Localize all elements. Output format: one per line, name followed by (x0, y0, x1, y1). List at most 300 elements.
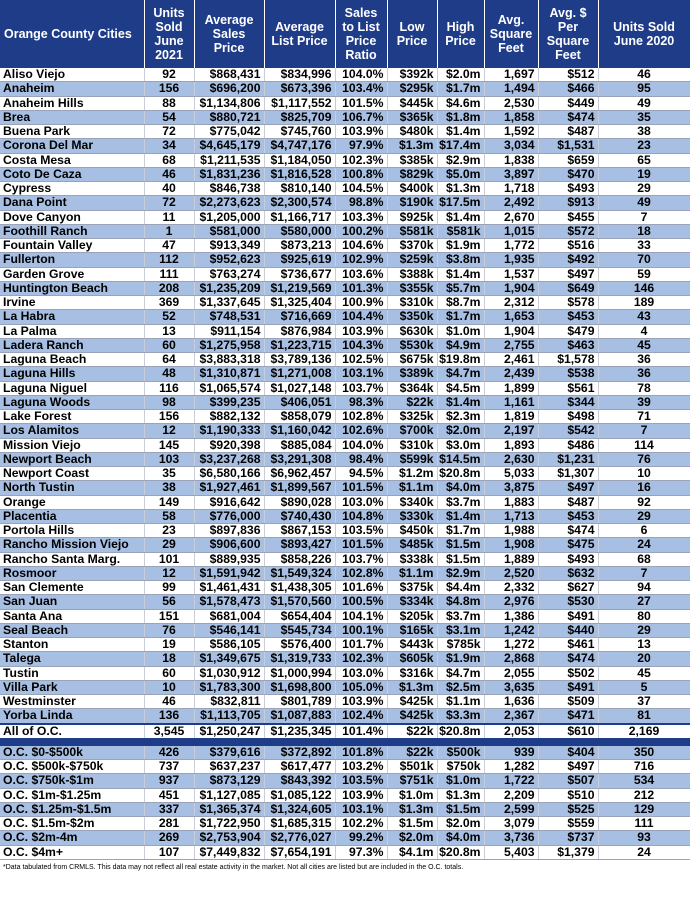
cell-price-per-sqft: $525 (538, 802, 598, 816)
cell-sales-list-ratio: 103.7% (335, 381, 387, 395)
cell-low-price: $325k (387, 410, 437, 424)
cell-avg-list-price: $1,570,560 (264, 595, 335, 609)
cell-avg-list-price: $7,654,191 (264, 845, 335, 859)
cell-low-price: $425k (387, 709, 437, 724)
cell-high-price: $1.4m (437, 267, 484, 281)
price-range-row (0, 817, 690, 831)
table-row (0, 324, 690, 338)
table-row (0, 296, 690, 310)
cell-high-price: $4.5m (437, 381, 484, 395)
cell-avg-sales-price: $696,200 (194, 82, 264, 96)
cell-price-per-sqft: $461 (538, 638, 598, 652)
cell-avg-list-price: $834,996 (264, 68, 335, 82)
cell-avg-sqft: 3,034 (484, 139, 538, 153)
cell-low-price: $425k (387, 695, 437, 709)
cell-high-price: $2.0m (437, 424, 484, 438)
cell-low-price: $22k (387, 746, 437, 760)
cell-avg-sales-price: $775,042 (194, 125, 264, 139)
table-row (0, 381, 690, 395)
cell-avg-sales-price: $1,190,333 (194, 424, 264, 438)
cell-sales-list-ratio: 99.2% (335, 831, 387, 845)
cell-units-2020: 4 (598, 324, 690, 338)
cell-avg-sqft: 939 (484, 746, 538, 760)
cell-city: Laguna Hills (0, 367, 144, 381)
cell-avg-list-price: $810,140 (264, 182, 335, 196)
cell-low-price: $1.3m (387, 680, 437, 694)
cell-avg-sales-price: $1,783,300 (194, 680, 264, 694)
cell-units-2021: 112 (144, 253, 194, 267)
cell-units-2020: 350 (598, 746, 690, 760)
cell-avg-list-price: $372,892 (264, 746, 335, 760)
cell-low-price: $22k (387, 395, 437, 409)
cell-price-per-sqft: $474 (538, 652, 598, 666)
cell-avg-list-price: $867,153 (264, 524, 335, 538)
table-row (0, 467, 690, 481)
cell-price-per-sqft: $610 (538, 724, 598, 739)
cell-units-2021: 34 (144, 139, 194, 153)
table-row (0, 96, 690, 110)
cell-units-2020: 76 (598, 452, 690, 466)
cell-units-2021: 737 (144, 760, 194, 774)
cell-sales-list-ratio: 101.3% (335, 281, 387, 295)
table-row (0, 267, 690, 281)
cell-units-2021: 40 (144, 182, 194, 196)
cell-units-2020: 43 (598, 310, 690, 324)
cell-price-per-sqft: $471 (538, 709, 598, 724)
cell-price-per-sqft: $491 (538, 609, 598, 623)
cell-price-per-sqft: $510 (538, 788, 598, 802)
cell-city: Placentia (0, 509, 144, 523)
cell-avg-list-price: $2,300,574 (264, 196, 335, 210)
cell-price-per-sqft: $466 (538, 82, 598, 96)
table-row (0, 182, 690, 196)
cell-avg-list-price: $4,747,176 (264, 139, 335, 153)
cell-sales-list-ratio: 104.5% (335, 182, 387, 196)
cell-avg-sqft: 1,592 (484, 125, 538, 139)
cell-avg-list-price: $890,028 (264, 495, 335, 509)
cell-price-per-sqft: $632 (538, 566, 598, 580)
cell-sales-list-ratio: 104.3% (335, 338, 387, 352)
cell-high-price: $2.9m (437, 566, 484, 580)
cell-price-per-sqft: $659 (538, 153, 598, 167)
cell-price-per-sqft: $498 (538, 410, 598, 424)
total-row (0, 724, 690, 739)
table-row (0, 310, 690, 324)
cell-city: Newport Beach (0, 452, 144, 466)
table-row (0, 680, 690, 694)
cell-units-2020: 80 (598, 609, 690, 623)
cell-city: Rosmoor (0, 566, 144, 580)
cell-avg-sqft: 1,904 (484, 281, 538, 295)
cell-price-per-sqft: $463 (538, 338, 598, 352)
cell-avg-sales-price: $637,237 (194, 760, 264, 774)
cell-avg-list-price: $1,235,345 (264, 724, 335, 739)
cell-avg-sales-price: $6,580,166 (194, 467, 264, 481)
cell-avg-sales-price: $399,235 (194, 395, 264, 409)
cell-avg-sales-price: $3,237,268 (194, 452, 264, 466)
cell-units-2021: 76 (144, 623, 194, 637)
cell-avg-sales-price: $3,883,318 (194, 353, 264, 367)
cell-avg-list-price: $1,899,567 (264, 481, 335, 495)
cell-sales-list-ratio: 103.5% (335, 774, 387, 788)
cell-high-price: $1.7m (437, 524, 484, 538)
cell-low-price: $829k (387, 167, 437, 181)
cell-avg-sqft: 1,893 (484, 438, 538, 452)
cell-units-2021: 52 (144, 310, 194, 324)
cell-avg-list-price: $1,325,404 (264, 296, 335, 310)
cell-high-price: $8.7m (437, 296, 484, 310)
cell-avg-sqft: 1,653 (484, 310, 538, 324)
cell-units-2020: 92 (598, 495, 690, 509)
cell-avg-list-price: $1,219,569 (264, 281, 335, 295)
cell-avg-sales-price: $763,274 (194, 267, 264, 281)
cell-avg-sales-price: $832,811 (194, 695, 264, 709)
cell-avg-list-price: $2,776,027 (264, 831, 335, 845)
cell-city: Lake Forest (0, 410, 144, 424)
cell-price-per-sqft: $502 (538, 666, 598, 680)
cell-low-price: $388k (387, 267, 437, 281)
cell-avg-sales-price: $1,275,958 (194, 338, 264, 352)
cell-avg-sqft: 2,209 (484, 788, 538, 802)
cell-units-2021: 103 (144, 452, 194, 466)
header-row (0, 0, 690, 68)
cell-units-2021: 111 (144, 267, 194, 281)
cell-sales-list-ratio: 102.5% (335, 353, 387, 367)
table-row (0, 167, 690, 181)
cell-low-price: $365k (387, 110, 437, 124)
cell-high-price: $1.7m (437, 82, 484, 96)
cell-city: North Tustin (0, 481, 144, 495)
cell-avg-sqft: 2,599 (484, 802, 538, 816)
cell-avg-list-price: $1,271,008 (264, 367, 335, 381)
cell-avg-list-price: $1,027,148 (264, 381, 335, 395)
cell-city: Fullerton (0, 253, 144, 267)
cell-sales-list-ratio: 100.5% (335, 595, 387, 609)
cell-high-price: $1.4m (437, 509, 484, 523)
cell-units-2020: 16 (598, 481, 690, 495)
cell-avg-sales-price: $911,154 (194, 324, 264, 338)
cell-avg-sqft: 1,838 (484, 153, 538, 167)
cell-avg-list-price: $745,760 (264, 125, 335, 139)
cell-avg-list-price: $1,319,733 (264, 652, 335, 666)
cell-units-2020: 95 (598, 82, 690, 96)
cell-units-2020: 38 (598, 125, 690, 139)
cell-sales-list-ratio: 105.0% (335, 680, 387, 694)
cell-avg-list-price: $876,984 (264, 324, 335, 338)
cell-high-price: $1.4m (437, 210, 484, 224)
table-row (0, 424, 690, 438)
cell-low-price: $4.1m (387, 845, 437, 859)
cell-units-2020: 13 (598, 638, 690, 652)
cell-units-2021: 64 (144, 353, 194, 367)
cell-price-per-sqft: $649 (538, 281, 598, 295)
table-row (0, 695, 690, 709)
cell-avg-sqft: 1,858 (484, 110, 538, 124)
cell-low-price: $389k (387, 367, 437, 381)
cell-city: Buena Park (0, 125, 144, 139)
cell-avg-sqft: 1,272 (484, 638, 538, 652)
cell-units-2021: 107 (144, 845, 194, 859)
cell-low-price: $165k (387, 623, 437, 637)
cell-units-2021: 88 (144, 96, 194, 110)
table-body (0, 68, 690, 859)
cell-avg-sales-price: $1,831,236 (194, 167, 264, 181)
cell-city: Anaheim Hills (0, 96, 144, 110)
table-row (0, 281, 690, 295)
cell-units-2020: 114 (598, 438, 690, 452)
cell-low-price: $485k (387, 538, 437, 552)
table-row (0, 524, 690, 538)
cell-price-per-sqft: $479 (538, 324, 598, 338)
cell-units-2020: 37 (598, 695, 690, 709)
cell-high-price: $2.0m (437, 68, 484, 82)
cell-city: San Clemente (0, 581, 144, 595)
cell-units-2021: 13 (144, 324, 194, 338)
cell-high-price: $20.8m (437, 724, 484, 739)
cell-units-2021: 136 (144, 709, 194, 724)
cell-units-2021: 145 (144, 438, 194, 452)
cell-avg-sales-price: $897,836 (194, 524, 264, 538)
cell-city: Rancho Santa Marg. (0, 552, 144, 566)
cell-avg-sales-price: $1,365,374 (194, 802, 264, 816)
cell-price-per-sqft: $344 (538, 395, 598, 409)
cell-high-price: $4.6m (437, 96, 484, 110)
price-range-row (0, 788, 690, 802)
cell-price-per-sqft: $487 (538, 495, 598, 509)
table-row (0, 581, 690, 595)
cell-units-2021: 337 (144, 802, 194, 816)
cell-high-price: $1.9m (437, 652, 484, 666)
cell-low-price: $340k (387, 495, 437, 509)
cell-price-per-sqft: $1,578 (538, 353, 598, 367)
cell-avg-list-price: $843,392 (264, 774, 335, 788)
cell-high-price: $17.5m (437, 196, 484, 210)
cell-avg-sqft: 2,670 (484, 210, 538, 224)
cell-city: Orange (0, 495, 144, 509)
header-units-2021: Units Sold June 2021 (144, 0, 194, 68)
cell-avg-sqft: 2,492 (484, 196, 538, 210)
cell-avg-sales-price: $586,105 (194, 638, 264, 652)
cell-units-2021: 18 (144, 652, 194, 666)
cell-units-2021: 3,545 (144, 724, 194, 739)
table-row (0, 395, 690, 409)
cell-avg-list-price: $873,213 (264, 239, 335, 253)
cell-avg-list-price: $576,400 (264, 638, 335, 652)
cell-sales-list-ratio: 104.0% (335, 68, 387, 82)
cell-units-2020: 20 (598, 652, 690, 666)
cell-units-2021: 98 (144, 395, 194, 409)
cell-avg-sqft: 1,889 (484, 552, 538, 566)
table-row (0, 552, 690, 566)
cell-avg-list-price: $1,698,800 (264, 680, 335, 694)
cell-units-2021: 149 (144, 495, 194, 509)
cell-low-price: $1.1m (387, 566, 437, 580)
cell-sales-list-ratio: 104.1% (335, 609, 387, 623)
cell-avg-list-price: $617,477 (264, 760, 335, 774)
cell-avg-sales-price: $1,578,473 (194, 595, 264, 609)
cell-avg-list-price: $858,079 (264, 410, 335, 424)
cell-sales-list-ratio: 101.6% (335, 581, 387, 595)
footnote: *Data tabulated from CRMLS. This data may not reflect all real estate activity in the market. Not all cities are listed but are included in the O.C. totals. (3, 863, 464, 871)
cell-sales-list-ratio: 102.2% (335, 817, 387, 831)
cell-high-price: $3.1m (437, 623, 484, 637)
table-row (0, 82, 690, 96)
cell-sales-list-ratio: 97.3% (335, 845, 387, 859)
cell-city: Anaheim (0, 82, 144, 96)
cell-avg-sales-price: $920,398 (194, 438, 264, 452)
cell-city: Garden Grove (0, 267, 144, 281)
cell-avg-list-price: $1,549,324 (264, 566, 335, 580)
table-row (0, 538, 690, 552)
cell-avg-sales-price: $1,211,535 (194, 153, 264, 167)
cell-avg-list-price: $925,619 (264, 253, 335, 267)
cell-high-price: $14.5m (437, 452, 484, 466)
cell-high-price: $19.8m (437, 353, 484, 367)
cell-low-price: $1.3m (387, 139, 437, 153)
cell-low-price: $605k (387, 652, 437, 666)
cell-city: Rancho Mission Viejo (0, 538, 144, 552)
cell-city: O.C. $750k-$1m (0, 774, 144, 788)
cell-city: Dove Canyon (0, 210, 144, 224)
cell-price-per-sqft: $507 (538, 774, 598, 788)
cell-low-price: $350k (387, 310, 437, 324)
cell-city: Irvine (0, 296, 144, 310)
cell-low-price: $400k (387, 182, 437, 196)
cell-units-2020: 68 (598, 552, 690, 566)
cell-units-2020: 33 (598, 239, 690, 253)
cell-avg-list-price: $1,160,042 (264, 424, 335, 438)
cell-avg-sqft: 3,897 (484, 167, 538, 181)
cell-avg-sqft: 2,197 (484, 424, 538, 438)
cell-sales-list-ratio: 101.7% (335, 638, 387, 652)
cell-city: Santa Ana (0, 609, 144, 623)
cell-low-price: $443k (387, 638, 437, 652)
cell-units-2020: 78 (598, 381, 690, 395)
cell-low-price: $2.0m (387, 831, 437, 845)
cell-units-2021: 369 (144, 296, 194, 310)
cell-avg-list-price: $893,427 (264, 538, 335, 552)
cell-city: Villa Park (0, 680, 144, 694)
cell-avg-list-price: $1,184,050 (264, 153, 335, 167)
cell-avg-sales-price: $1,235,209 (194, 281, 264, 295)
table-row (0, 367, 690, 381)
cell-units-2020: 19 (598, 167, 690, 181)
cell-price-per-sqft: $572 (538, 224, 598, 238)
cell-sales-list-ratio: 101.5% (335, 96, 387, 110)
cell-sales-list-ratio: 104.8% (335, 509, 387, 523)
cell-avg-sales-price: $868,431 (194, 68, 264, 82)
cell-units-2021: 19 (144, 638, 194, 652)
cell-units-2020: 2,169 (598, 724, 690, 739)
cell-city: Portola Hills (0, 524, 144, 538)
header-low-price: Low Price (387, 0, 437, 68)
cell-units-2021: 1 (144, 224, 194, 238)
cell-price-per-sqft: $516 (538, 239, 598, 253)
cell-high-price: $1.8m (437, 110, 484, 124)
cell-city: San Juan (0, 595, 144, 609)
header-price-per-sqft: Avg. $ Per Square Feet (538, 0, 598, 68)
cell-units-2020: 24 (598, 538, 690, 552)
cell-price-per-sqft: $538 (538, 367, 598, 381)
cell-low-price: $530k (387, 338, 437, 352)
cell-price-per-sqft: $492 (538, 253, 598, 267)
cell-city: O.C. $1.25m-$1.5m (0, 802, 144, 816)
cell-avg-list-price: $654,404 (264, 609, 335, 623)
table-row (0, 153, 690, 167)
cell-high-price: $500k (437, 746, 484, 760)
cell-sales-list-ratio: 104.6% (335, 239, 387, 253)
cell-avg-sqft: 2,461 (484, 353, 538, 367)
cell-units-2021: 11 (144, 210, 194, 224)
cell-avg-list-price: $1,085,122 (264, 788, 335, 802)
cell-avg-sqft: 3,079 (484, 817, 538, 831)
cell-avg-sqft: 1,494 (484, 82, 538, 96)
table-row (0, 623, 690, 637)
cell-avg-sqft: 2,332 (484, 581, 538, 595)
cell-avg-sqft: 3,635 (484, 680, 538, 694)
cell-high-price: $1.4m (437, 125, 484, 139)
cell-price-per-sqft: $530 (538, 595, 598, 609)
cell-avg-sqft: 2,312 (484, 296, 538, 310)
cell-avg-list-price: $406,051 (264, 395, 335, 409)
cell-high-price: $17.4m (437, 139, 484, 153)
cell-avg-list-price: $736,677 (264, 267, 335, 281)
cell-avg-sales-price: $889,935 (194, 552, 264, 566)
cell-price-per-sqft: $493 (538, 552, 598, 566)
cell-high-price: $4.0m (437, 481, 484, 495)
cell-avg-list-price: $3,291,308 (264, 452, 335, 466)
cell-avg-sqft: 1,722 (484, 774, 538, 788)
cell-sales-list-ratio: 102.6% (335, 424, 387, 438)
cell-avg-list-price: $740,430 (264, 509, 335, 523)
cell-sales-list-ratio: 103.6% (335, 267, 387, 281)
cell-low-price: $1.3m (387, 802, 437, 816)
cell-units-2020: 212 (598, 788, 690, 802)
cell-price-per-sqft: $487 (538, 125, 598, 139)
table-row (0, 353, 690, 367)
cell-avg-sales-price: $4,645,179 (194, 139, 264, 153)
cell-price-per-sqft: $470 (538, 167, 598, 181)
cell-units-2021: 60 (144, 338, 194, 352)
cell-high-price: $3.7m (437, 609, 484, 623)
cell-price-per-sqft: $474 (538, 110, 598, 124)
price-range-row (0, 802, 690, 816)
cell-units-2021: 23 (144, 524, 194, 538)
cell-units-2020: 36 (598, 353, 690, 367)
cell-units-2021: 72 (144, 196, 194, 210)
cell-high-price: $5.0m (437, 167, 484, 181)
cell-sales-list-ratio: 101.8% (335, 746, 387, 760)
cell-sales-list-ratio: 103.4% (335, 82, 387, 96)
cell-avg-sqft: 5,403 (484, 845, 538, 859)
cell-avg-sales-price: $916,642 (194, 495, 264, 509)
cell-low-price: $700k (387, 424, 437, 438)
cell-units-2020: 46 (598, 68, 690, 82)
cell-high-price: $581k (437, 224, 484, 238)
cell-city: La Palma (0, 324, 144, 338)
cell-high-price: $1.4m (437, 395, 484, 409)
cell-avg-list-price: $1,166,717 (264, 210, 335, 224)
cell-sales-list-ratio: 103.0% (335, 495, 387, 509)
cell-avg-sqft: 2,755 (484, 338, 538, 352)
table-row (0, 139, 690, 153)
cell-units-2020: 23 (598, 139, 690, 153)
cell-low-price: $445k (387, 96, 437, 110)
cell-price-per-sqft: $497 (538, 481, 598, 495)
cell-units-2021: 58 (144, 509, 194, 523)
cell-sales-list-ratio: 103.1% (335, 367, 387, 381)
cell-units-2021: 48 (144, 367, 194, 381)
